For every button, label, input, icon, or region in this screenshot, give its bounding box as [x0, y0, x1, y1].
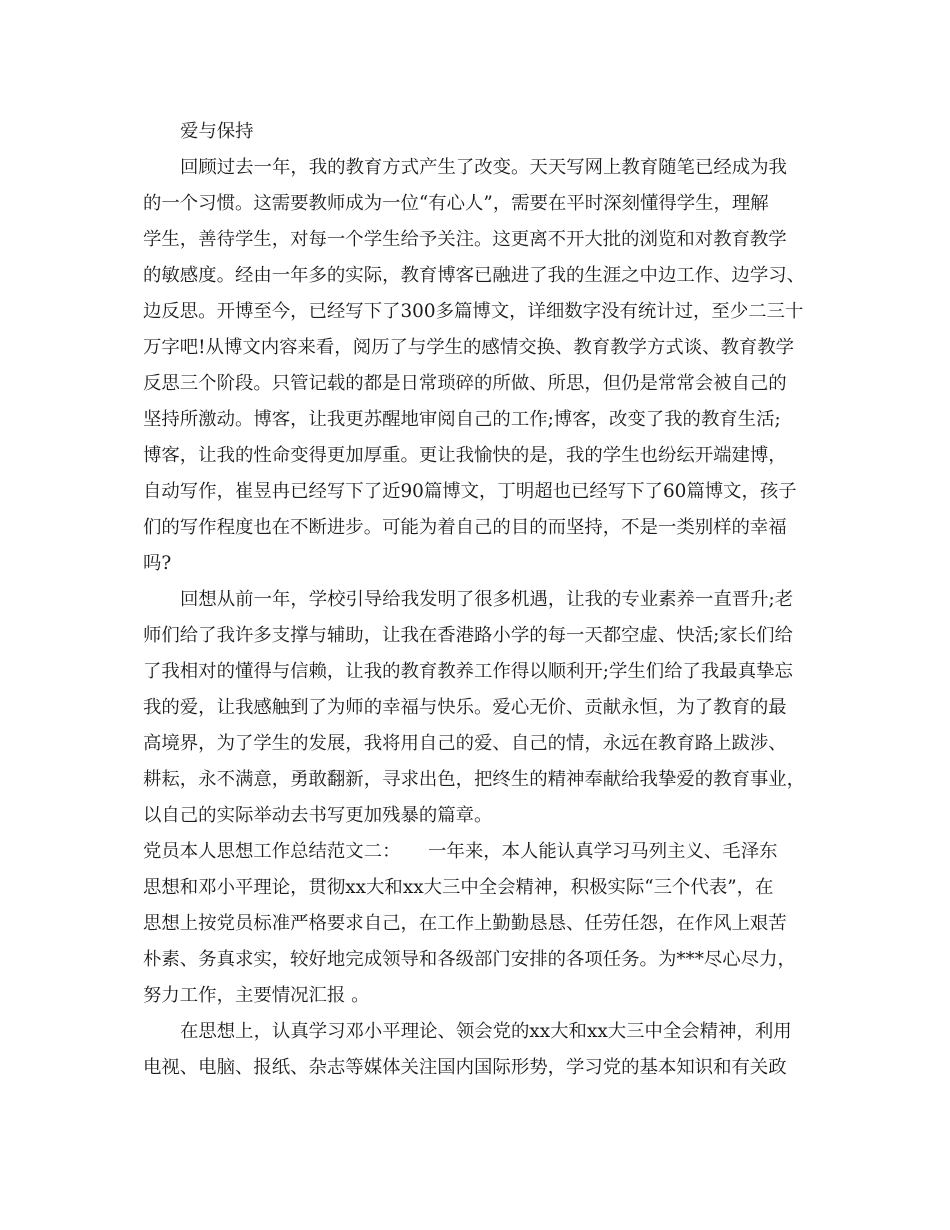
paragraph-line: 高境界，为了学生的发展，我将用自己的爱、自己的情，永远在教育路上跋涉、	[143, 733, 787, 754]
paragraph-line: 的敏感度。经由一年多的实际，教育博客已融进了我的生涯之中边工作、边学习、	[143, 265, 806, 286]
paragraph-line: 思想上按党员标准严格要求自己，在工作上勤勤恳恳、任劳任怨，在作风上艰苦	[143, 913, 787, 934]
paragraph-line: 万字吧!从博文内容来看，阅历了与学生的感情交换、教育教学方式谈、教育教学	[143, 337, 795, 358]
section-title: 爱与保持	[180, 121, 254, 142]
paragraph-line: 坚持所激动。博客，让我更苏醒地审阅自己的工作;博客，改变了我的教育生活;	[143, 409, 781, 430]
paragraph-line: 思想和邓小平理论，贯彻xx大和xx大三中全会精神，积极实际“三个代表”，在	[143, 877, 774, 898]
paragraph-line: 耕耘，永不满意，勇敢翻新，寻求出色，把终生的精神奉献给我挚爱的教育事业，	[143, 769, 806, 790]
paragraph-line: 们的写作程度也在不断进步。可能为着自己的目的而坚持，不是一类别样的幸福	[143, 517, 787, 538]
paragraph-line: 我的爱，让我感触到了为师的幸福与快乐。爱心无价、贡献永恒，为了教育的最	[143, 697, 787, 718]
paragraph-line: 自动写作，崔昱冉已经写下了近90篇博文，丁明超也已经写下了60篇博文，孩子	[143, 481, 797, 502]
paragraph-line: 博客，让我的性命变得更加厚重。更让我愉快的是，我的学生也纷纭开端建博，	[143, 445, 787, 466]
paragraph-line: 回想从前一年，学校引导给我发明了很多机遇，让我的专业素养一直晋升;老	[180, 589, 794, 610]
paragraph-line: 努力工作，主要情况汇报 。	[143, 985, 370, 1006]
paragraph-line: 了我相对的懂得与信赖，让我的教育教养工作得以顺利开;学生们给了我最真挚忘	[143, 661, 793, 682]
paragraph-line: 反思三个阶段。只管记载的都是日常琐碎的所做、所思，但仍是常常会被自己的	[143, 373, 787, 394]
paragraph-line: 党员本人思想工作总结范文二： 一年来，本人能认真学习马列主义、毛泽东	[143, 841, 778, 862]
paragraph-line: 师们给了我许多支撑与辅助，让我在香港路小学的每一天都空虚、快活;家长们给	[143, 625, 793, 646]
paragraph-line: 回顾过去一年，我的教育方式产生了改变。天天写网上教育随笔已经成为我	[180, 157, 787, 178]
paragraph-line: 的一个习惯。这需要教师成为一位“有心人”，需要在平时深刻懂得学生，理解	[143, 193, 769, 214]
paragraph-line: 以自己的实际举动去书写更加残暴的篇章。	[143, 805, 493, 826]
paragraph-line: 学生，善待学生，对每一个学生给予关注。这更离不开大批的浏览和对教育教学	[143, 229, 787, 250]
paragraph-line: 吗?	[143, 553, 172, 574]
paragraph-line: 朴素、务真求实，较好地完成领导和各级部门安排的各项任务。为***尽心尽力，	[143, 949, 796, 970]
paragraph-line: 在思想上，认真学习邓小平理论、领会党的xx大和xx大三中全会精神，利用	[180, 1021, 792, 1042]
paragraph-line: 边反思。开博至今，已经写下了300多篇博文，详细数字没有统计过，至少二三十	[143, 301, 804, 322]
paragraph-line: 电视、电脑、报纸、杂志等媒体关注国内国际形势，学习党的基本知识和有关政	[143, 1057, 787, 1078]
